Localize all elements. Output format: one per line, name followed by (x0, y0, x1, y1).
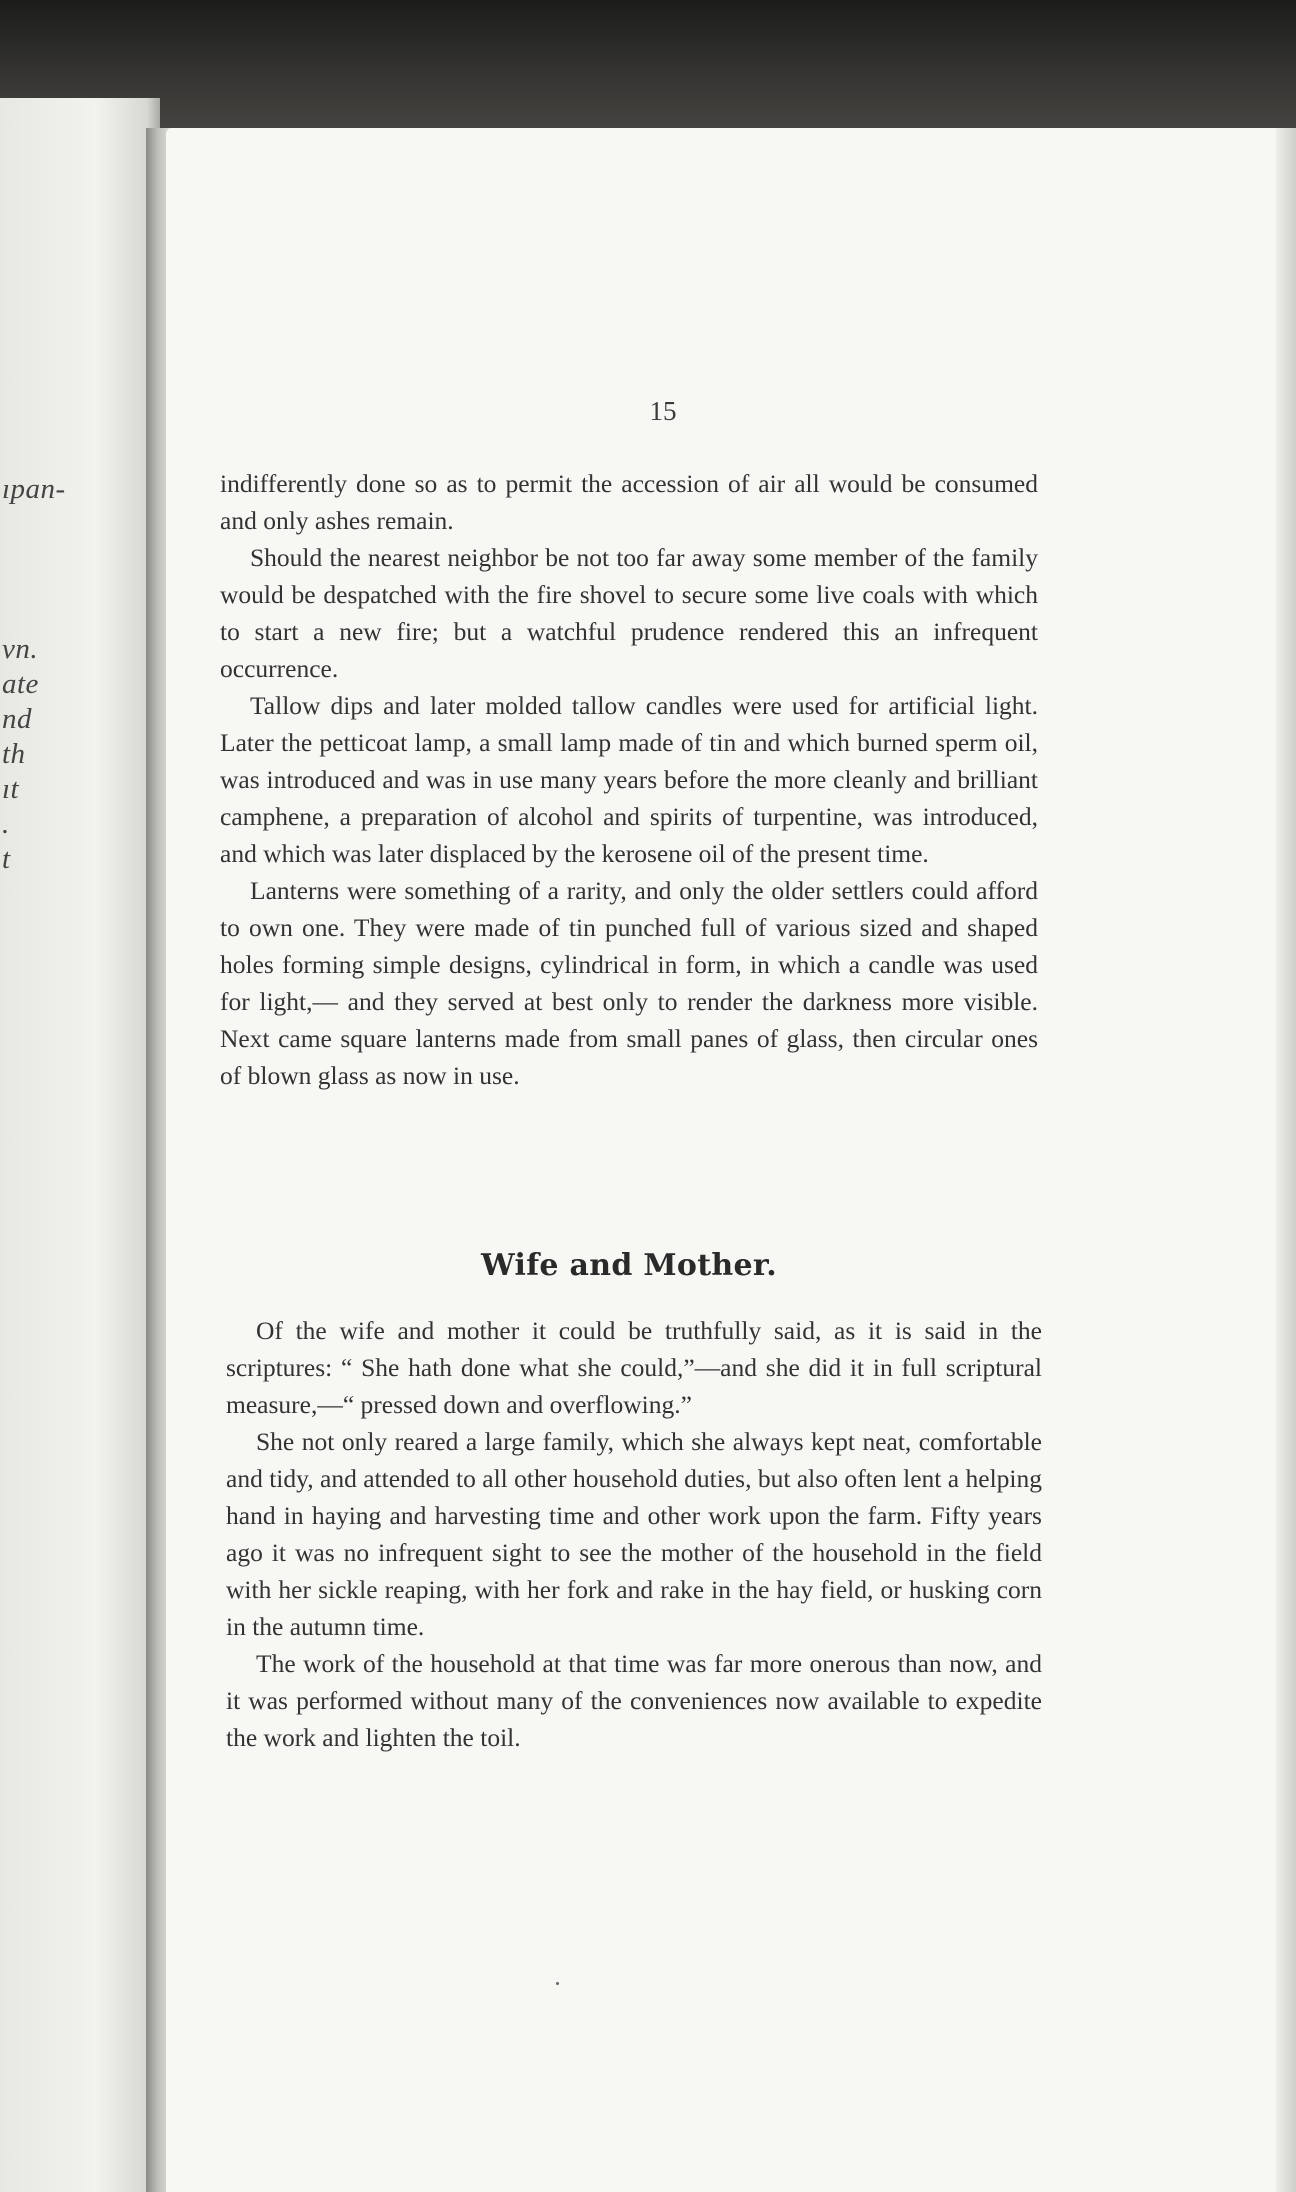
left-page-fragment: nd (2, 703, 32, 735)
paragraph: Lanterns were something of a rarity, and only the older settlers could afford to own one. They were made of tin punched full of various sized and shaped holes forming simple designs, cylindrical in form, in which a candle was used for light,— and they served at best only to render the darkness more visible. Next came square lanterns made from small panes of glass, then circular ones of blown glass as now in use. (220, 876, 1038, 1090)
body-text-top (220, 465, 1038, 1094)
left-page-fragment: t (2, 843, 11, 875)
body-text-bottom (226, 1312, 1042, 1756)
paper-speck (556, 1982, 559, 1985)
left-page-fragment: ıt (2, 773, 20, 805)
left-page-fragment: ate (2, 668, 39, 700)
section-heading: Wife and Mother. (481, 1248, 777, 1283)
page-number: 15 (649, 396, 677, 426)
paragraph: She not only reared a large family, which she always kept neat, comfortable and tidy, and attended to all other household duties, but also often lent a helping hand in haying and harvesting time and other work upon the farm. Fifty years ago it was no infrequent sight to see the mother of the household in the field with her sickle reaping, with her fork and rake in the hay field, or husking corn in the autumn time. (226, 1427, 1042, 1641)
paragraph: The work of the household at that time was far more onerous than now, and it was performed without many of the conveniences now available to expedite the work and lighten the toil. (226, 1649, 1042, 1752)
left-page-fragment: . (2, 808, 10, 840)
paragraph: Tallow dips and later molded tallow candles were used for artificial light. Later the petticoat lamp, a small lamp made of tin and which burned sperm oil, was introduced and was in use many years before the more cleanly and brilliant camphene, a preparation of alcohol and spirits of turpentine, was introduced, and which was later displaced by the kerosene oil of the present time. (220, 691, 1038, 868)
paragraph: Should the nearest neighbor be not too far away some member of the family would be despatched with the fire shovel to secure some live coals with which to start a new fire; but a watchful prudence rendered this an infrequent occurrence. (220, 543, 1038, 683)
paragraph: Of the wife and mother it could be truthfully said, as it is said in the scriptures: “ She hath done what she could,”—and she did it in full scriptural measure,—“ pressed down and overflowing.” (226, 1316, 1042, 1419)
left-page-fragment: th (2, 738, 26, 770)
paragraph: indifferently done so as to permit the accession of air all would be consumed and only ashes remain. (220, 469, 1038, 535)
right-page (166, 128, 1288, 2192)
left-page-fragment: ıpan- (2, 473, 66, 505)
right-page-edge (1276, 128, 1296, 2192)
left-page-fragment: vn. (2, 633, 39, 665)
